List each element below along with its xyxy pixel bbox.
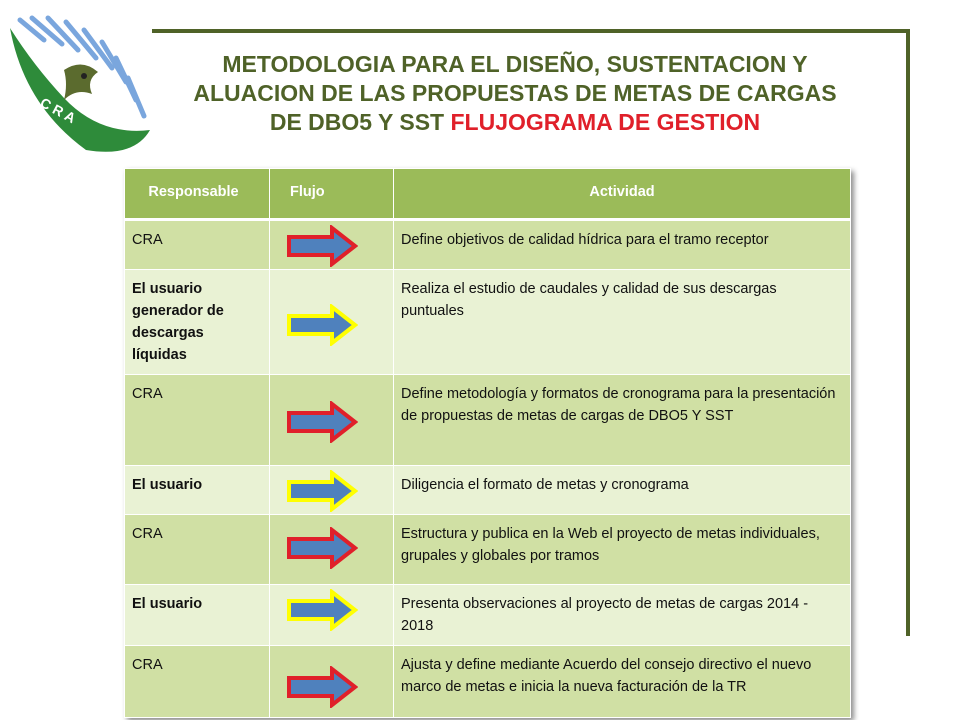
cell-flujo [270,515,394,585]
cell-actividad: Define metodología y formatos de cronograma para la presentación de propuestas de metas de cargas de DBO5 Y SST [394,375,851,466]
cell-flujo [270,270,394,375]
cell-responsable: CRA [125,515,270,585]
logo-text: C R A [37,94,79,127]
cell-actividad: Ajusta y define mediante Acuerdo del consejo directivo el nuevo marco de metas e inicia la nueva facturación de la TR [394,646,851,718]
table-header-row [125,169,851,220]
arrow-right-icon [286,589,358,631]
cell-actividad: Estructura y publica en la Web el proyecto de metas individuales, grupales y globales por tramos [394,515,851,585]
table-row [125,466,851,515]
flow-table [124,168,851,718]
column-header-responsable: Responsable [125,169,270,220]
cell-actividad: Presenta observaciones al proyecto de metas de cargas 2014 - 2018 [394,585,851,646]
frame-top-line [152,29,910,33]
cell-responsable: CRA [125,220,270,270]
cell-actividad: Realiza el estudio de caudales y calidad de sus descargas puntuales [394,270,851,375]
title-line-3 [120,108,910,137]
cell-responsable: CRA [125,646,270,718]
cell-responsable: El usuario generador de descargas líquidas [125,270,270,375]
table-row [125,646,851,718]
cell-responsable: El usuario [125,466,270,515]
table-row [125,585,851,646]
column-header-actividad: Actividad [394,169,851,220]
table-row [125,375,851,466]
cell-flujo [270,585,394,646]
cell-actividad: Define objetivos de calidad hídrica para el tramo receptor [394,220,851,270]
cell-flujo [270,375,394,466]
cell-responsable: CRA [125,375,270,466]
cell-flujo [270,466,394,515]
arrow-right-icon [286,527,358,569]
title-line-3-start: DE DBO5 Y SST [269,109,445,135]
title-line-1: METODOLOGIA PARA EL DISEÑO, SUSTENTACION Y [222,51,808,77]
table-row [125,270,851,375]
cell-flujo [270,220,394,270]
cell-actividad: Diligencia el formato de metas y cronograma [394,466,851,515]
table-row [125,515,851,585]
cell-flujo [270,646,394,718]
arrow-right-icon [286,304,358,346]
arrow-right-icon [286,401,358,443]
arrow-right-icon [286,225,358,267]
title-highlight: FLUJOGRAMA DE GESTION [450,109,761,135]
cell-responsable: El usuario [125,585,270,646]
arrow-right-icon [286,666,358,708]
title-line-2: ALUACION DE LAS PROPUESTAS DE METAS DE CARGAS [193,80,837,106]
column-header-flujo: Flujo [270,169,394,220]
arrow-right-icon [286,470,358,512]
page-title [120,50,910,137]
table-row [125,220,851,270]
